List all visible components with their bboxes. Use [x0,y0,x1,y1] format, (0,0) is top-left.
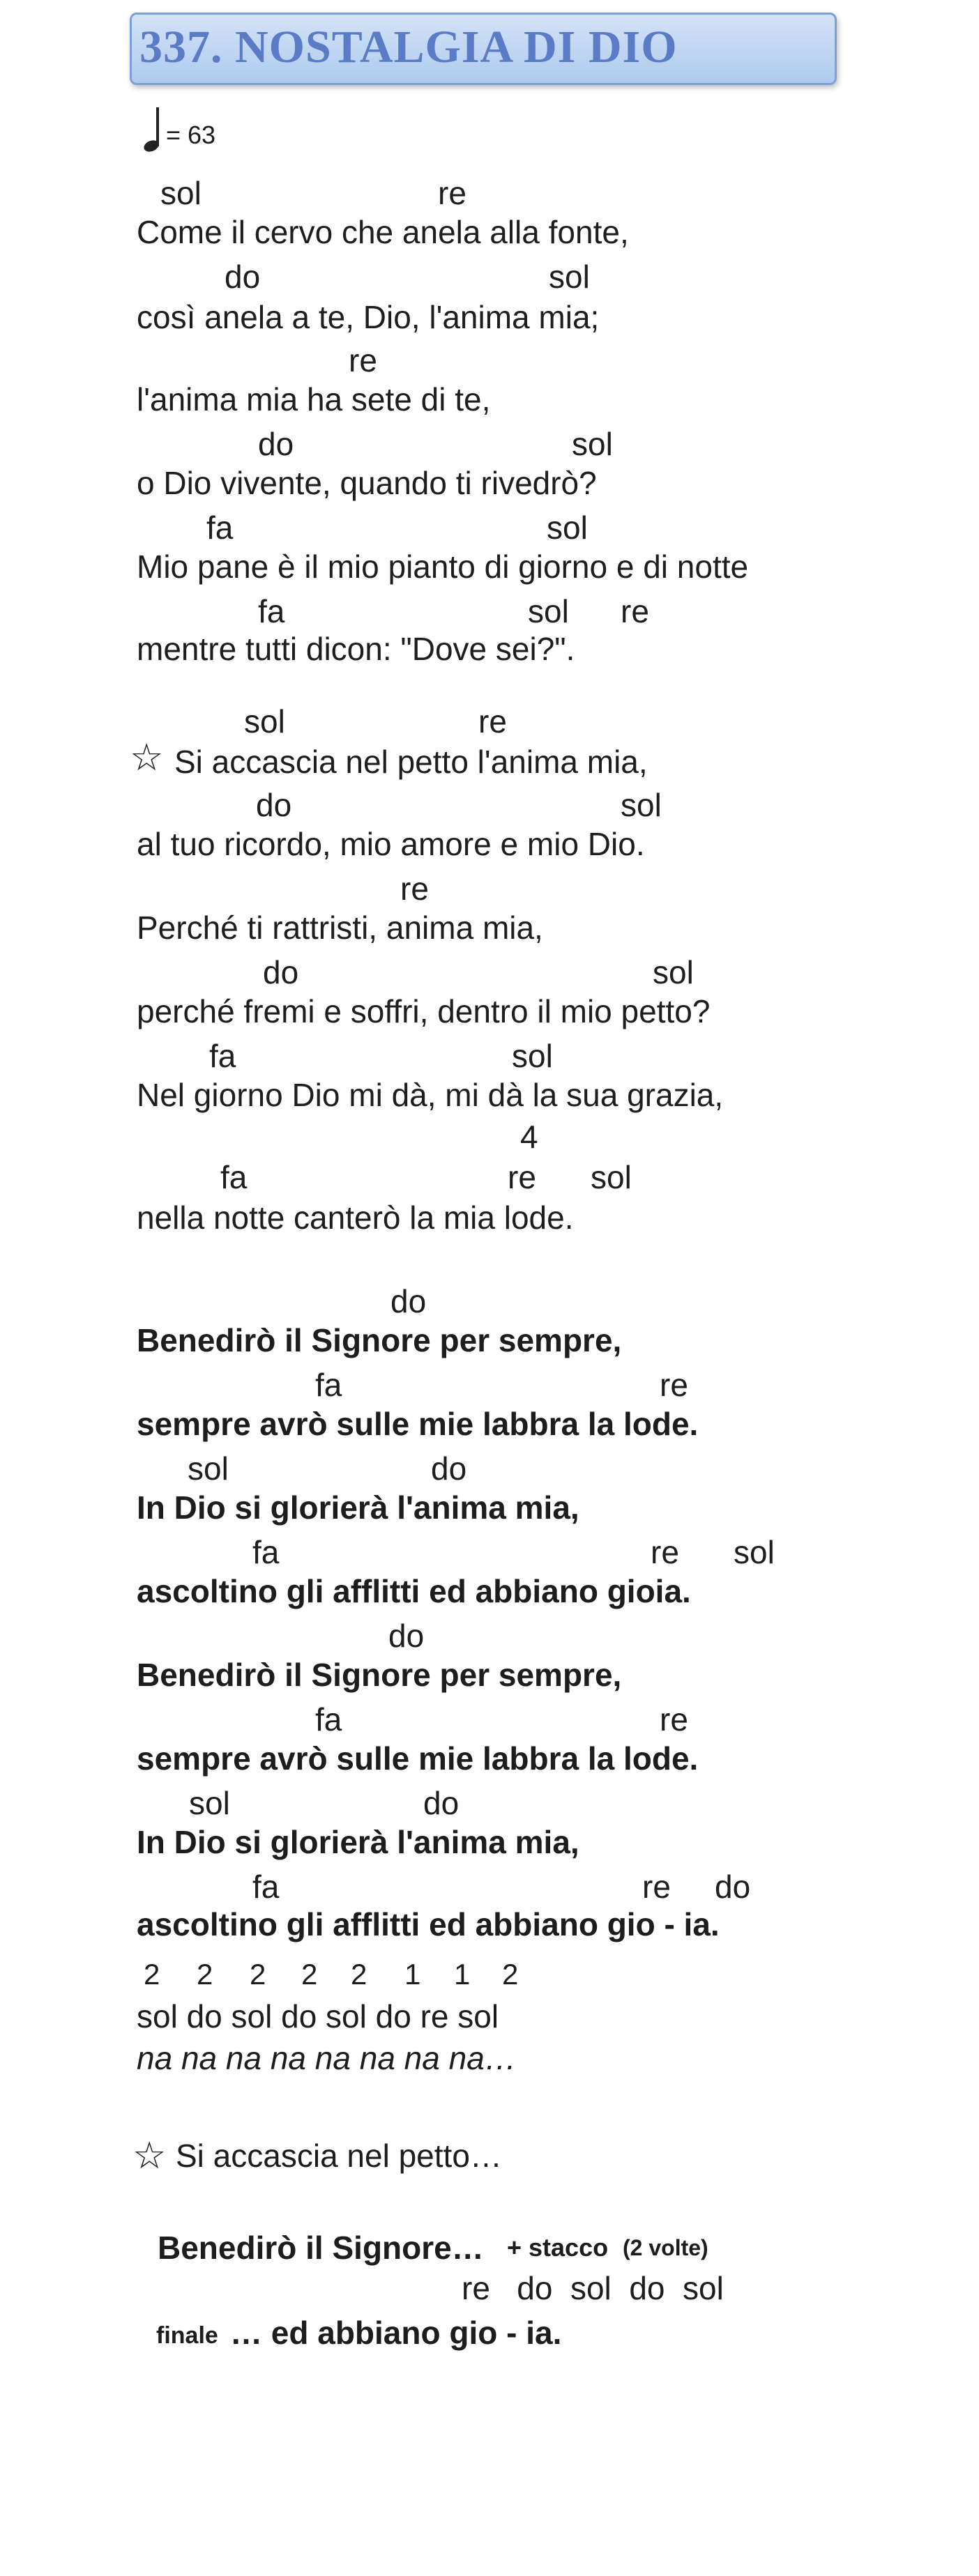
chord: do [715,1869,751,1905]
lyric-line [0,627,979,670]
lyric: Benedirò il Signore per sempre, [137,1657,622,1693]
lyric-line [0,461,979,505]
repeat-refrain: Benedirò il Signore… [158,2230,484,2266]
chord: fa [206,509,234,546]
chord-line [0,867,979,910]
chord: do [263,954,299,990]
chord: do [388,1618,425,1654]
lyric-line [0,1073,979,1117]
chord: re [478,703,507,739]
lyric-line [0,210,979,254]
finale-line [0,2311,979,2354]
lyric-line [0,906,979,949]
chord: re [508,1159,536,1195]
lyric-line [0,545,979,588]
chord: do [225,259,261,295]
lyric: ascoltino gli afflitti ed abbiano gioia. [137,1573,691,1609]
chord-line [0,422,979,466]
lyric: Si accascia nel petto l'anima mia, [174,744,648,780]
chord: fa [252,1534,280,1570]
lyric: perché fremi e soffri, dentro il mio petto? [137,993,711,1029]
chord-line [0,951,979,994]
stacco-note: + stacco [507,2233,609,2262]
chord: re [642,1869,671,1905]
repeat-refrain-line [0,2226,979,2269]
repeat-verse: Si accascia nel petto… [176,2138,502,2174]
chord: re [400,871,429,907]
lyric: In Dio si glorierà l'anima mia, [137,1824,579,1860]
coda-counts [0,1953,979,1996]
chord: sol [160,175,202,211]
count: 2 [144,1958,160,1991]
chord: sol [512,1038,553,1074]
chord-line [0,1781,979,1825]
chord: sol [547,509,588,546]
count: 2 [502,1958,519,1991]
lyric: In Dio si glorierà l'anima mia, [137,1489,579,1526]
chord: fa [258,593,285,629]
lyric-line [0,1820,979,1864]
chord-line [0,1698,979,1741]
lyric: così anela a te, Dio, l'anima mia; [137,299,600,335]
chord: re [651,1534,679,1570]
chord: do [423,1785,460,1821]
finale-text: … ed abbiano gio - ia. [230,2315,562,2351]
lyric-line [0,1486,979,1529]
lyric-line [0,1570,979,1613]
lyric: Come il cervo che anela alla fonte, [137,214,629,250]
chord-line [0,1280,979,1323]
final-chords-line [0,2267,979,2310]
chord-line [0,506,979,549]
volte-note: (2 volte) [623,2235,708,2260]
final-chords: re do sol do sol [462,2270,724,2306]
lyric-line [0,1196,979,1239]
lyric-line [0,822,979,866]
chord-line [0,1156,979,1199]
chord: sol [621,787,662,823]
count: 2 [197,1958,213,1991]
count: 2 [351,1958,367,1991]
coda-syllables-line [0,2037,979,2080]
chord: re [438,175,466,211]
repeat-verse-line [0,2134,979,2177]
count: 2 [250,1958,266,1991]
lyric: al tuo ricordo, mio amore e mio Dio. [137,826,645,862]
chord: re [621,593,649,629]
count: 2 [301,1958,318,1991]
chord: sol [528,593,569,629]
lyric: Benedirò il Signore per sempre, [137,1322,622,1358]
star-icon: ☆ [132,2133,167,2177]
count: 1 [404,1958,421,1991]
lyric: o Dio vivente, quando ti rivedrò? [137,465,597,501]
lyric: mentre tutti dicon: "Dove sei?". [137,631,575,667]
chord-line [0,171,979,215]
count: 1 [454,1958,471,1991]
lyric: sempre avrò sulle mie labbra la lode. [137,1406,699,1442]
chord-line [0,1865,979,1908]
coda-syllables: na na na na na na na na… [137,2040,517,2076]
chord: sol [188,1450,229,1487]
chord: re [660,1367,688,1403]
chord: sol [189,1785,230,1821]
lyric-line [0,990,979,1033]
lyric: Mio pane è il mio pianto di giorno e di notte [137,549,749,585]
chord: do [390,1283,427,1319]
lyric-line [0,1903,979,1946]
lyric-line [0,1402,979,1446]
chord-line [0,1034,979,1078]
lyric: nella notte canterò la mia lode. [137,1199,574,1236]
chord-line [0,1115,979,1158]
chord: sol [653,954,694,990]
lyric: l'anima mia ha sete di te, [137,381,491,417]
chord: 4 [520,1119,538,1155]
lyric-line [0,378,979,421]
coda-chords-line [0,1995,979,2038]
star-icon: ☆ [130,735,164,779]
chord: fa [209,1038,236,1074]
lyric: ascoltino gli afflitti ed abbiano gio - ia. [137,1906,720,1942]
chord: fa [315,1367,342,1403]
chord-line [0,1363,979,1406]
lyric-line [0,296,979,339]
chord: do [431,1450,467,1487]
chord: fa [315,1701,342,1738]
chord: do [258,426,294,462]
chord: re [349,342,377,378]
chord-line [0,1531,979,1574]
chord: fa [220,1159,248,1195]
chord: sol [591,1159,632,1195]
lyric: sempre avrò sulle mie labbra la lode. [137,1740,699,1777]
coda-chords: sol do sol do sol do re sol [137,1998,499,2034]
chord-line [0,339,979,382]
song-title: 337. NOSTALGIA DI DIO [139,22,678,72]
lyric-line [0,1653,979,1696]
chord: do [256,787,292,823]
chord: sol [244,703,285,739]
finale-label: finale [156,2322,218,2349]
chord-line [0,1614,979,1657]
lyric: Nel giorno Dio mi dà, mi dà la sua grazia, [137,1077,724,1113]
tempo-value: = 63 [166,121,216,149]
lyric-line [0,1319,979,1362]
lyric-line [0,1737,979,1780]
chord-line [0,783,979,827]
chord: sol [734,1534,775,1570]
chord: re [660,1701,688,1738]
chord: fa [252,1869,280,1905]
chord-line [0,255,979,298]
chord: sol [572,426,613,462]
chord-line [0,1447,979,1490]
chord: sol [549,259,590,295]
chord-line [0,590,979,633]
lyric: Perché ti rattristi, anima mia, [137,910,543,946]
